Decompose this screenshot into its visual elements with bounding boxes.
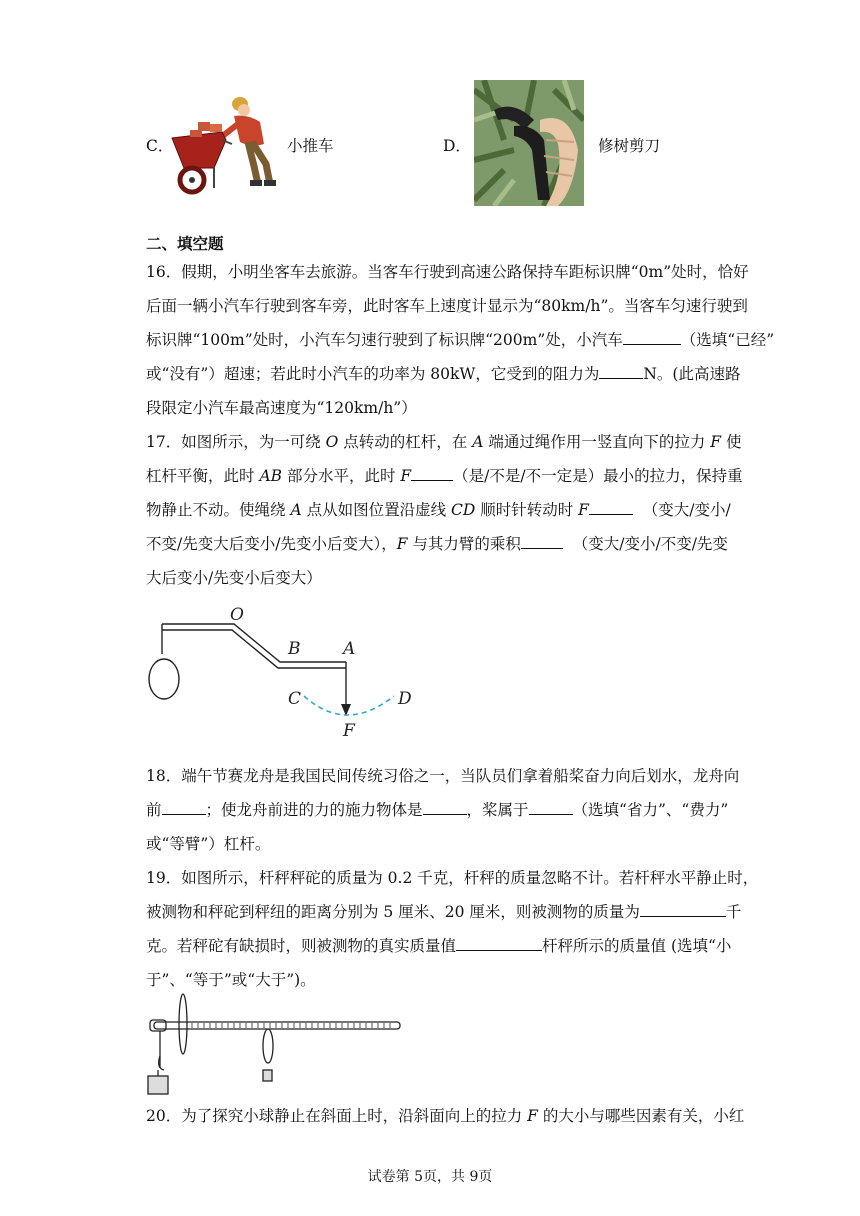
steelyard-diagram (140, 990, 410, 1102)
q16-line-1: 16．假期，小明坐客车去旅游。当客车行驶到高速公路保持车距标识牌“0m”处时，恰好 (146, 263, 749, 281)
weight-loop (263, 1029, 273, 1063)
label-a: A (343, 639, 356, 659)
page-footer: 试卷第 5页，共 9页 (367, 1169, 493, 1185)
pruning-shears-image (474, 80, 584, 206)
q19-line-1: 19．如图所示，杆秤秤砣的质量为 0.2 千克，杆秤的质量忽略不计。若杆秤水平静止时， (146, 869, 759, 887)
section-title: 二、填空题 (146, 234, 224, 253)
q17-line-4: 不变/先变大后变小/先变小后变大），F 与其力臂的乘积 （变大/变小/不变/先变 (146, 535, 728, 553)
option-c-caption: 小推车 (287, 137, 334, 155)
q19-line-4: 于”、“等于”或“大于”)。 (146, 971, 316, 989)
steelyard-lifting-loop (179, 994, 187, 1054)
wheelbarrow-image (168, 94, 286, 196)
q16-line-2: 后面一辆小汽车行驶到客车旁，此时客车上速度计显示为“80km/h”。当客车匀速行驶到 (146, 297, 748, 315)
q18-line-3: 或“等臂”）杠杆。 (146, 835, 271, 853)
q19-blank-1[interactable] (640, 902, 726, 917)
q16-line-5: 段限定小汽车最高速度为“120km/h”） (146, 399, 417, 417)
q16-blank-2[interactable] (599, 364, 643, 379)
label-c: C (288, 689, 302, 709)
q16-line-3: 标识牌“100m”处时，小汽车匀速行驶到了标识牌“200m”处，小汽车 （选填“已经” (146, 331, 775, 349)
q16-line-4: 或“没有”）超速；若此时小汽车的功率为 80kW，它受到的阻力为 N。(此高速路 (146, 365, 741, 383)
steelyard-ticks (192, 1023, 390, 1028)
option-d-letter: D． (443, 137, 471, 155)
steelyard-counterweight (263, 1070, 272, 1081)
q19-line-3: 克。若秤砣有缺损时，则被测物的真实质量值 杆秤所示的质量值 (选填“小 (146, 937, 732, 955)
label-f: F (343, 721, 355, 740)
q17-blank-1[interactable] (411, 466, 453, 481)
lever-diagram (140, 604, 430, 740)
q19-blank-2[interactable] (456, 936, 542, 951)
q17-line-2: 杠杆平衡，此时 AB 部分水平，此时 F （是/不是/不一定是）最小的拉力，保持重 (146, 467, 743, 485)
q17-line-5: 大后变小/先变小后变大） (146, 569, 322, 587)
steelyard-rod (154, 1022, 400, 1029)
q18-line-1: 18．端午节赛龙舟是我国民间传统习俗之一，当队员们拿着船桨奋力向后划水，龙舟向 (146, 767, 740, 785)
label-d: D (398, 689, 412, 709)
option-c-letter: C． (146, 137, 174, 155)
hanging-weight (149, 659, 179, 699)
q20-line-1: 20．为了探究小球静止在斜面上时，沿斜面向上的拉力 F 的大小与哪些因素有关，小红 (146, 1107, 745, 1125)
option-d-caption: 修树剪刀 (598, 137, 661, 155)
q17-line-1: 17．如图所示，为一可绕 O 点转动的杠杆，在 A 端通过绳作用一竖直向下的拉力 F 使 (146, 433, 742, 451)
measured-object (148, 1076, 168, 1094)
label-o: O (230, 605, 244, 625)
q18-line-2: 前 ；使龙舟前进的力的施力物体是 ，桨属于 （选填“省力”、“费力” (146, 801, 729, 819)
q16-blank-1[interactable] (623, 330, 681, 345)
q18-blank-1[interactable] (162, 800, 206, 815)
q17-line-3: 物静止不动。使绳绕 A 点从如图位置沿虚线 CD 顺时针转动时 F （变大/变小/ (146, 501, 731, 519)
q17-blank-3[interactable] (521, 534, 563, 549)
label-b: B (288, 639, 301, 659)
q18-blank-2[interactable] (423, 800, 467, 815)
q17-blank-2[interactable] (589, 500, 633, 515)
q19-line-2: 被测物和秤砣到秤纽的距离分别为 5 厘米、20 厘米，则被测物的质量为 千 (146, 903, 742, 921)
q18-blank-3[interactable] (529, 800, 573, 815)
